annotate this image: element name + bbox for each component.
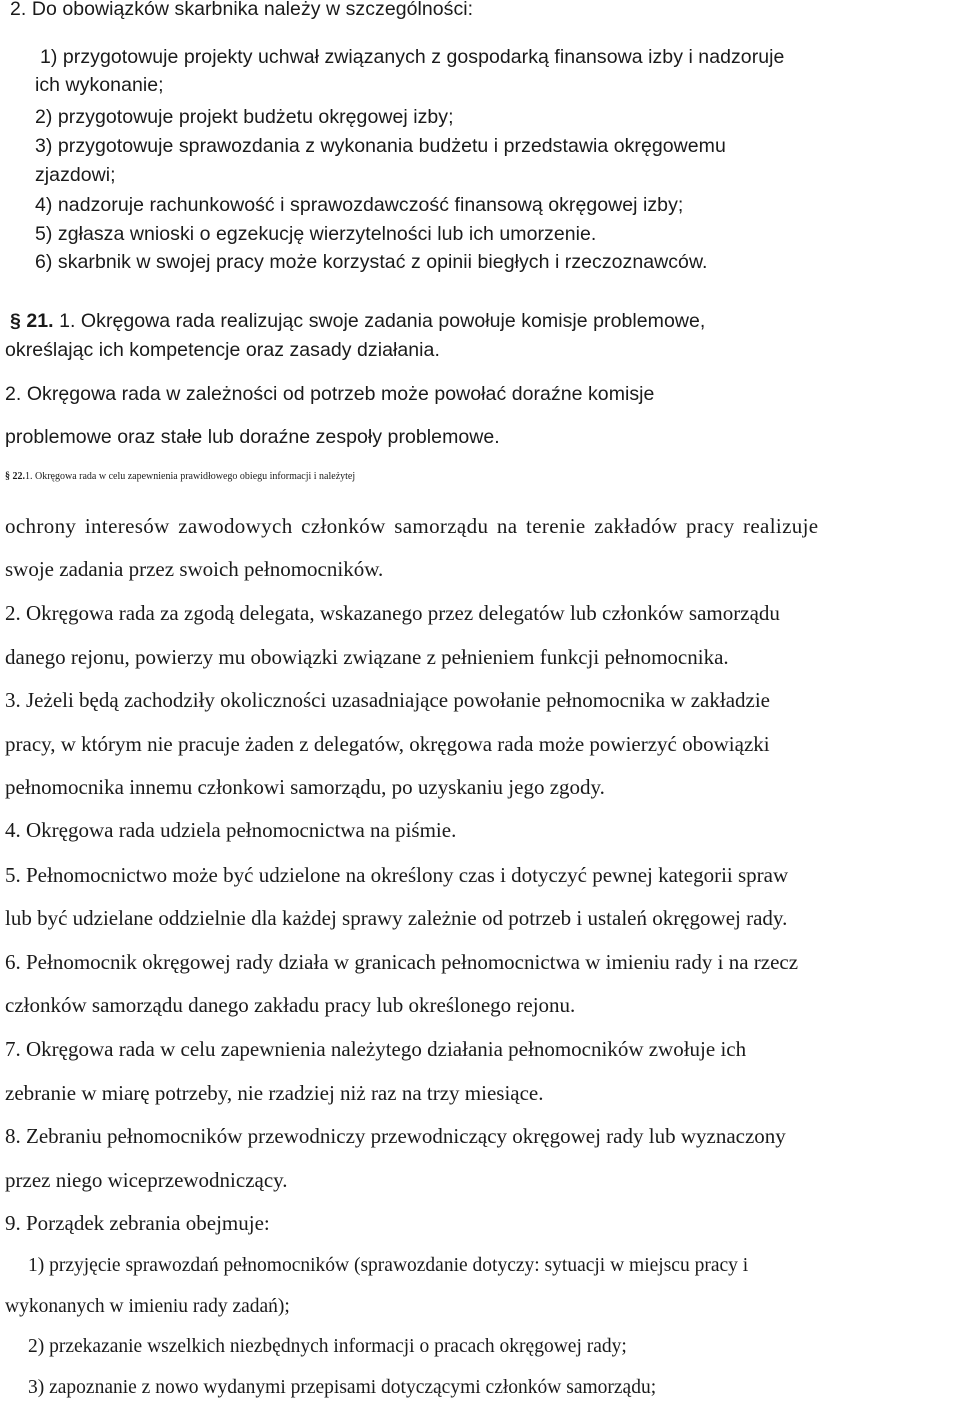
section-22-p3-line-3: pełnomocnika innemu członkowi samorządu, po uzyskaniu jego zgody. [5, 775, 605, 799]
section-22-p4: 4. Okręgowa rada udziela pełnomocnictwa na piśmie. [5, 818, 457, 842]
section-22-marker: § 22. [5, 471, 25, 482]
list-item-1: 1) przygotowuje projekty uchwał związanych z gospodarką finansowa izby i nadzoruje [40, 46, 785, 68]
section-21-line-2: określając ich kompetencje oraz zasady działania. [5, 339, 440, 361]
section-22-p6-line-1: 6. Pełnomocnik okręgowej rady działa w granicach pełnomocnictwa w imieniu rady i na rzecz [5, 950, 799, 974]
section-22-p7-line-2: zebranie w miarę potrzeby, nie rzadziej niż raz na trzy miesiące. [5, 1081, 544, 1105]
list-item-1-cont: ich wykonanie; [35, 74, 164, 96]
list-item-3: 3) przygotowuje sprawozdania z wykonania budżetu i przedstawia okręgowemu [35, 135, 726, 157]
section-22-p8-line-1: 8. Zebraniu pełnomocników przewodniczy przewodniczący okręgowej rady lub wyznaczony [5, 1124, 786, 1148]
section-22-line-2: ochrony interesów zawodowych członków samorządu na terenie zakładów pracy realizuje [5, 514, 819, 538]
agenda-item-3: 3) zapoznanie z nowo wydanymi przepisami dotyczącymi członków samorządu; [28, 1377, 657, 1398]
agenda-item-1: 1) przyjęcie sprawozdań pełnomocników (sprawozdanie dotyczy: sytuacji w miejscu pracy i [28, 1255, 749, 1276]
section-22-p6-line-2: członków samorządu danego zakładu pracy lub określonego rejonu. [5, 993, 576, 1017]
list-item-6: 6) skarbnik w swojej pracy może korzystać z opinii biegłych i rzeczoznawców. [35, 251, 708, 273]
agenda-item-2: 2) przekazanie wszelkich niezbędnych informacji o pracach okręgowej rady; [28, 1336, 627, 1357]
section-21-p2-line-2: problemowe oraz stałe lub doraźne zespoły problemowe. [5, 426, 500, 448]
list-item-2: 2) przygotowuje projekt budżetu okręgowej izby; [35, 106, 454, 128]
section-22-text: 1. Okręgowa rada w celu zapewnienia prawidłowego obiegu informacji i należytej [25, 471, 356, 482]
section-22-p5-line-2: lub być udzielane oddzielnie dla każdej sprawy zależnie od potrzeb i ustaleń okręgowej rady. [5, 906, 788, 930]
section-22-p3-line-2: pracy, w którym nie pracuje żaden z delegatów, okręgowa rada może powierzyć obowiązki [5, 732, 770, 756]
section-22-p9-heading: 9. Porządek zebrania obejmuje: [5, 1211, 270, 1235]
section-21-text: 1. Okręgowa rada realizując swoje zadania powołuje komisje problemowe, [53, 310, 706, 332]
section-21-line-1 [10, 312, 705, 332]
section-22-line-3: swoje zadania przez swoich pełnomocników. [5, 557, 384, 581]
section-22-line-1 [5, 472, 957, 482]
list-item-4: 4) nadzoruje rachunkowość i sprawozdawczość finansową okręgowej izby; [35, 194, 684, 216]
agenda-item-1-cont: wykonanych w imieniu rady zadań); [5, 1296, 290, 1317]
section-22-p3-line-1: 3. Jeżeli będą zachodziły okoliczności uzasadniające powołanie pełnomocnika w zakładzie [5, 688, 771, 712]
section-22-p2-line-1: 2. Okręgowa rada za zgodą delegata, wskazanego przez delegatów lub członków samorządu [5, 601, 780, 625]
section-21-p2-line-1: 2. Okręgowa rada w zależności od potrzeb może powołać doraźne komisje [5, 383, 655, 405]
list-item-3-cont: zjazdowi; [35, 164, 116, 186]
section-22-p5-line-1: 5. Pełnomocnictwo może być udzielone na określony czas i dotyczyć pewnej kategorii spraw [5, 863, 789, 887]
section-22-p2-line-2: danego rejonu, powierzy mu obowiązki związane z pełnieniem funkcji pełnomocnika. [5, 645, 729, 669]
section-22-p7-line-1: 7. Okręgowa rada w celu zapewnienia należytego działania pełnomocników zwołuje ich [5, 1037, 747, 1061]
paragraph-2-heading: 2. Do obowiązków skarbnika należy w szczególności: [10, 0, 474, 20]
list-item-5: 5) zgłasza wnioski o egzekucję wierzytelności lub ich umorzenie. [35, 223, 597, 245]
section-22-p8-line-2: przez niego wiceprzewodniczący. [5, 1168, 288, 1192]
section-21-marker: § 21. [10, 310, 54, 332]
